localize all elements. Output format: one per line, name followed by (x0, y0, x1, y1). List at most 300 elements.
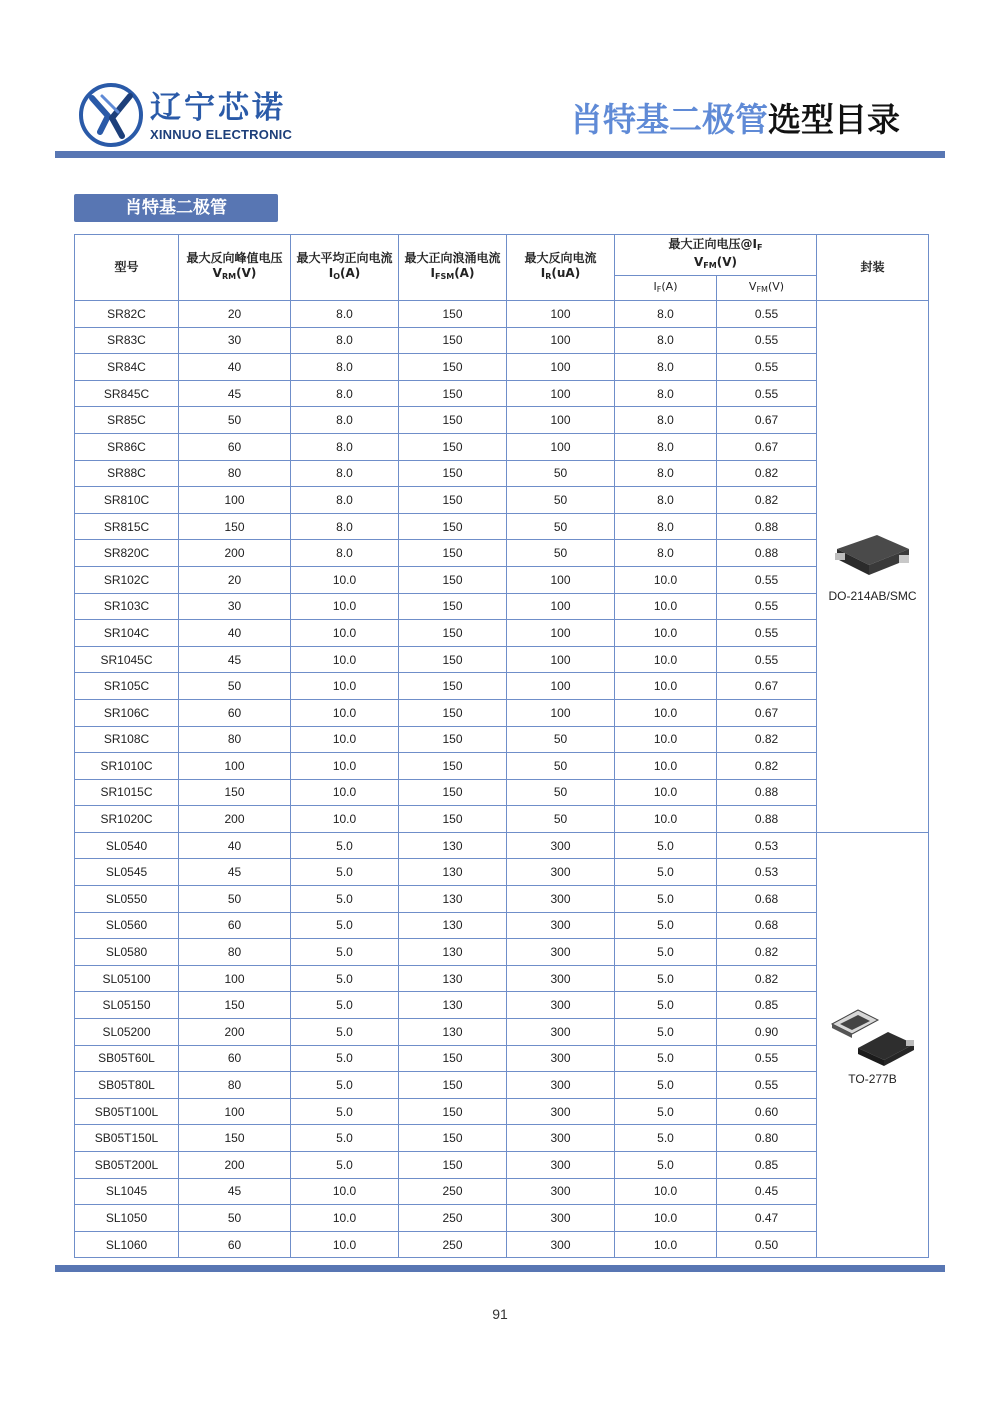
cell-if: 5.0 (615, 1072, 717, 1099)
table-row (75, 1019, 929, 1046)
cell-vrm: 30 (179, 327, 291, 354)
cell-ifsm: 150 (399, 620, 507, 647)
cell-vfm: 0.88 (717, 513, 817, 540)
cell-vrm: 80 (179, 460, 291, 487)
cell-ifsm: 250 (399, 1205, 507, 1232)
cell-io: 5.0 (291, 1072, 399, 1099)
cell-model: SB05T80L (75, 1072, 179, 1099)
cell-ifsm: 150 (399, 779, 507, 806)
cell-ifsm: 150 (399, 433, 507, 460)
cell-vfm: 0.67 (717, 699, 817, 726)
cell-model: SR1020C (75, 806, 179, 833)
cell-ir: 300 (507, 1098, 615, 1125)
cell-if: 10.0 (615, 726, 717, 753)
cell-vfm: 0.80 (717, 1125, 817, 1152)
table-row (75, 886, 929, 913)
cell-vfm: 0.55 (717, 380, 817, 407)
table-row (75, 699, 929, 726)
cell-ifsm: 150 (399, 407, 507, 434)
cell-ir: 300 (507, 1045, 615, 1072)
cell-model: SL05200 (75, 1019, 179, 1046)
cell-ifsm: 150 (399, 380, 507, 407)
cell-vfm: 0.55 (717, 1072, 817, 1099)
cell-ifsm: 130 (399, 992, 507, 1019)
cell-io: 10.0 (291, 779, 399, 806)
cell-vrm: 40 (179, 354, 291, 381)
table-row (75, 992, 929, 1019)
cell-if: 10.0 (615, 1205, 717, 1232)
cell-vrm: 200 (179, 806, 291, 833)
cell-if: 10.0 (615, 646, 717, 673)
cell-ir: 300 (507, 992, 615, 1019)
package-cell (817, 301, 929, 833)
cell-if: 10.0 (615, 753, 717, 780)
cell-io: 5.0 (291, 939, 399, 966)
cell-if: 5.0 (615, 832, 717, 859)
cell-vfm: 0.60 (717, 1098, 817, 1125)
cell-ifsm: 130 (399, 965, 507, 992)
brand-name-en: XINNUO ELECTRONIC (150, 127, 293, 142)
cell-ir: 300 (507, 886, 615, 913)
cell-model: SR103C (75, 593, 179, 620)
cell-ir: 300 (507, 965, 615, 992)
cell-vfm: 0.88 (717, 779, 817, 806)
cell-io: 8.0 (291, 540, 399, 567)
cell-io: 10.0 (291, 566, 399, 593)
cell-model: SR108C (75, 726, 179, 753)
cell-ir: 300 (507, 859, 615, 886)
cell-vfm: 0.55 (717, 301, 817, 328)
cell-model: SR1010C (75, 753, 179, 780)
cell-vrm: 45 (179, 380, 291, 407)
cell-if: 8.0 (615, 301, 717, 328)
table-row (75, 1205, 929, 1232)
table-row (75, 540, 929, 567)
cell-ifsm: 150 (399, 460, 507, 487)
cell-vfm: 0.50 (717, 1231, 817, 1258)
cell-io: 5.0 (291, 1045, 399, 1072)
cell-io: 10.0 (291, 699, 399, 726)
cell-ir: 100 (507, 566, 615, 593)
cell-vfm: 0.55 (717, 646, 817, 673)
page-title (570, 100, 900, 140)
cell-ifsm: 150 (399, 487, 507, 514)
cell-io: 8.0 (291, 513, 399, 540)
header-vf-group: 最大正向电压$@I_F$ $V_{FM}(V)$ (615, 235, 817, 276)
cell-vrm: 60 (179, 912, 291, 939)
table-row (75, 513, 929, 540)
table-row (75, 301, 929, 328)
cell-if: 5.0 (615, 939, 717, 966)
cell-ir: 300 (507, 939, 615, 966)
cell-ifsm: 150 (399, 1045, 507, 1072)
cell-model: SB05T200L (75, 1152, 179, 1179)
cell-if: 10.0 (615, 566, 717, 593)
cell-vfm: 0.85 (717, 1152, 817, 1179)
cell-model: SR82C (75, 301, 179, 328)
cell-model: SR1045C (75, 646, 179, 673)
cell-vrm: 150 (179, 1125, 291, 1152)
cell-vfm: 0.82 (717, 965, 817, 992)
cell-io: 8.0 (291, 487, 399, 514)
cell-if: 8.0 (615, 460, 717, 487)
cell-vrm: 80 (179, 1072, 291, 1099)
cell-io: 10.0 (291, 806, 399, 833)
cell-vrm: 150 (179, 513, 291, 540)
table-row (75, 1045, 929, 1072)
cell-vfm: 0.82 (717, 753, 817, 780)
table-row (75, 1072, 929, 1099)
cell-ir: 100 (507, 593, 615, 620)
cell-ir: 100 (507, 407, 615, 434)
cell-if: 10.0 (615, 620, 717, 647)
cell-ir: 300 (507, 1178, 615, 1205)
cell-vfm: 0.67 (717, 407, 817, 434)
cell-ir: 50 (507, 460, 615, 487)
cell-ifsm: 150 (399, 1098, 507, 1125)
cell-model: SL0560 (75, 912, 179, 939)
cell-vrm: 80 (179, 939, 291, 966)
cell-vrm: 20 (179, 301, 291, 328)
cell-if: 10.0 (615, 1178, 717, 1205)
cell-vrm: 45 (179, 1178, 291, 1205)
cell-ifsm: 150 (399, 1125, 507, 1152)
cell-model: SL0550 (75, 886, 179, 913)
company-logo-icon (78, 82, 144, 148)
cell-ir: 50 (507, 753, 615, 780)
cell-ir: 50 (507, 726, 615, 753)
header-package: 封装 (817, 235, 929, 301)
cell-vfm: 0.88 (717, 806, 817, 833)
table-row (75, 1098, 929, 1125)
cell-io: 5.0 (291, 965, 399, 992)
cell-if: 8.0 (615, 513, 717, 540)
cell-if: 8.0 (615, 354, 717, 381)
cell-ir: 100 (507, 354, 615, 381)
header-vrm: 最大反向峰值电压 $V_{RM}(V)$ (179, 235, 291, 301)
cell-model: SL1050 (75, 1205, 179, 1232)
cell-if: 10.0 (615, 673, 717, 700)
cell-vrm: 50 (179, 673, 291, 700)
package-cell (817, 832, 929, 1258)
cell-if: 8.0 (615, 380, 717, 407)
table-row (75, 327, 929, 354)
cell-vfm: 0.82 (717, 939, 817, 966)
cell-ifsm: 130 (399, 832, 507, 859)
cell-model: SB05T150L (75, 1125, 179, 1152)
cell-io: 10.0 (291, 1178, 399, 1205)
cell-vrm: 30 (179, 593, 291, 620)
table-row (75, 380, 929, 407)
cell-model: SR84C (75, 354, 179, 381)
cell-model: SR88C (75, 460, 179, 487)
cell-vrm: 20 (179, 566, 291, 593)
header-ifsm: 最大正向浪涌电流 $I_{FSM}(A)$ (399, 235, 507, 301)
cell-io: 10.0 (291, 620, 399, 647)
cell-ir: 50 (507, 487, 615, 514)
cell-io: 5.0 (291, 859, 399, 886)
cell-ir: 300 (507, 912, 615, 939)
cell-ir: 300 (507, 1125, 615, 1152)
cell-ifsm: 250 (399, 1231, 507, 1258)
cell-io: 8.0 (291, 433, 399, 460)
cell-ifsm: 130 (399, 912, 507, 939)
cell-if: 10.0 (615, 699, 717, 726)
cell-model: SL05100 (75, 965, 179, 992)
cell-vrm: 40 (179, 620, 291, 647)
cell-vrm: 100 (179, 487, 291, 514)
cell-if: 8.0 (615, 433, 717, 460)
table-row (75, 1125, 929, 1152)
spec-table (74, 234, 929, 1258)
table-row (75, 1178, 929, 1205)
cell-model: SL1060 (75, 1231, 179, 1258)
cell-model: SR845C (75, 380, 179, 407)
cell-model: SR85C (75, 407, 179, 434)
cell-if: 8.0 (615, 407, 717, 434)
cell-ifsm: 130 (399, 939, 507, 966)
cell-vrm: 100 (179, 753, 291, 780)
cell-ifsm: 150 (399, 726, 507, 753)
table-row (75, 620, 929, 647)
cell-ifsm: 150 (399, 699, 507, 726)
cell-ir: 300 (507, 1019, 615, 1046)
cell-io: 5.0 (291, 912, 399, 939)
table-row (75, 1231, 929, 1258)
cell-ir: 100 (507, 646, 615, 673)
table-row (75, 939, 929, 966)
header-ir: 最大反向电流 $I_R(uA)$ (507, 235, 615, 301)
cell-vrm: 100 (179, 965, 291, 992)
cell-io: 5.0 (291, 832, 399, 859)
cell-ir: 100 (507, 433, 615, 460)
cell-vrm: 50 (179, 407, 291, 434)
cell-if: 10.0 (615, 806, 717, 833)
table-row (75, 407, 929, 434)
to277b-package-icon (828, 1004, 918, 1068)
cell-vfm: 0.47 (717, 1205, 817, 1232)
table-row (75, 726, 929, 753)
cell-ir: 300 (507, 1205, 615, 1232)
cell-io: 8.0 (291, 407, 399, 434)
cell-ifsm: 150 (399, 301, 507, 328)
cell-vfm: 0.90 (717, 1019, 817, 1046)
table-row (75, 593, 929, 620)
table-row (75, 753, 929, 780)
cell-vrm: 50 (179, 886, 291, 913)
cell-vfm: 0.68 (717, 886, 817, 913)
cell-io: 5.0 (291, 1098, 399, 1125)
table-row (75, 965, 929, 992)
header-vfm: $V_{FM}(V)$ (717, 276, 817, 301)
cell-model: SR820C (75, 540, 179, 567)
cell-ir: 100 (507, 380, 615, 407)
cell-vrm: 150 (179, 779, 291, 806)
cell-vrm: 40 (179, 832, 291, 859)
spec-table-body (75, 301, 929, 1258)
cell-io: 5.0 (291, 886, 399, 913)
cell-ir: 300 (507, 832, 615, 859)
table-row (75, 487, 929, 514)
cell-io: 10.0 (291, 593, 399, 620)
cell-model: SR102C (75, 566, 179, 593)
cell-io: 8.0 (291, 301, 399, 328)
table-row (75, 433, 929, 460)
cell-ifsm: 150 (399, 673, 507, 700)
cell-model: SR86C (75, 433, 179, 460)
cell-model: SB05T100L (75, 1098, 179, 1125)
cell-model: SB05T60L (75, 1045, 179, 1072)
cell-vfm: 0.55 (717, 593, 817, 620)
cell-if: 10.0 (615, 779, 717, 806)
table-row (75, 779, 929, 806)
cell-model: SR106C (75, 699, 179, 726)
cell-if: 5.0 (615, 992, 717, 1019)
cell-io: 10.0 (291, 646, 399, 673)
table-row (75, 566, 929, 593)
cell-model: SR815C (75, 513, 179, 540)
cell-model: SL1045 (75, 1178, 179, 1205)
cell-ir: 300 (507, 1152, 615, 1179)
brand-name-cn: 辽宁芯诺 (150, 90, 286, 126)
cell-io: 10.0 (291, 673, 399, 700)
cell-vrm: 200 (179, 1019, 291, 1046)
cell-ifsm: 150 (399, 646, 507, 673)
cell-vfm: 0.85 (717, 992, 817, 1019)
table-row (75, 832, 929, 859)
cell-ifsm: 150 (399, 540, 507, 567)
cell-if: 5.0 (615, 1152, 717, 1179)
cell-if: 5.0 (615, 859, 717, 886)
cell-ir: 100 (507, 327, 615, 354)
cell-vrm: 60 (179, 1045, 291, 1072)
table-row (75, 806, 929, 833)
cell-vfm: 0.55 (717, 1045, 817, 1072)
cell-vfm: 0.67 (717, 673, 817, 700)
cell-vfm: 0.88 (717, 540, 817, 567)
cell-ir: 50 (507, 806, 615, 833)
package-label: TO-277B (848, 1072, 897, 1087)
table-row (75, 1152, 929, 1179)
cell-io: 8.0 (291, 460, 399, 487)
cell-ir: 300 (507, 1072, 615, 1099)
cell-model: SR104C (75, 620, 179, 647)
page-title-part1: 肖特基二极管 (570, 100, 768, 139)
cell-ir: 100 (507, 673, 615, 700)
smc-package-icon (833, 529, 913, 585)
cell-ir: 50 (507, 540, 615, 567)
cell-vrm: 80 (179, 726, 291, 753)
section-badge: 肖特基二极管 (74, 194, 278, 222)
table-row (75, 912, 929, 939)
cell-if: 8.0 (615, 487, 717, 514)
cell-ifsm: 150 (399, 327, 507, 354)
cell-if: 5.0 (615, 1098, 717, 1125)
cell-io: 5.0 (291, 1152, 399, 1179)
cell-ir: 50 (507, 513, 615, 540)
cell-io: 10.0 (291, 1205, 399, 1232)
cell-if: 5.0 (615, 912, 717, 939)
package-label: DO-214AB/SMC (828, 589, 917, 604)
header-if: $I_F(A)$ (615, 276, 717, 301)
cell-ir: 100 (507, 620, 615, 647)
cell-io: 8.0 (291, 327, 399, 354)
cell-model: SR1015C (75, 779, 179, 806)
cell-vrm: 60 (179, 699, 291, 726)
cell-vfm: 0.55 (717, 620, 817, 647)
cell-vfm: 0.82 (717, 726, 817, 753)
cell-ir: 100 (507, 699, 615, 726)
header-rule (55, 151, 945, 158)
footer-rule (55, 1265, 945, 1272)
table-row (75, 673, 929, 700)
cell-io: 10.0 (291, 753, 399, 780)
cell-vfm: 0.82 (717, 487, 817, 514)
cell-if: 5.0 (615, 886, 717, 913)
cell-vrm: 100 (179, 1098, 291, 1125)
cell-ifsm: 150 (399, 593, 507, 620)
cell-if: 5.0 (615, 965, 717, 992)
cell-io: 10.0 (291, 726, 399, 753)
cell-vrm: 50 (179, 1205, 291, 1232)
cell-ifsm: 150 (399, 513, 507, 540)
cell-vrm: 150 (179, 992, 291, 1019)
cell-vrm: 60 (179, 433, 291, 460)
cell-if: 8.0 (615, 540, 717, 567)
cell-ifsm: 150 (399, 566, 507, 593)
cell-ifsm: 150 (399, 1072, 507, 1099)
cell-io: 5.0 (291, 992, 399, 1019)
cell-model: SR810C (75, 487, 179, 514)
cell-model: SL0580 (75, 939, 179, 966)
cell-vfm: 0.68 (717, 912, 817, 939)
cell-if: 5.0 (615, 1125, 717, 1152)
cell-ifsm: 130 (399, 859, 507, 886)
cell-ifsm: 150 (399, 354, 507, 381)
header-io: 最大平均正向电流 $I_O(A)$ (291, 235, 399, 301)
cell-vfm: 0.45 (717, 1178, 817, 1205)
cell-if: 10.0 (615, 593, 717, 620)
cell-vrm: 200 (179, 540, 291, 567)
cell-ifsm: 150 (399, 753, 507, 780)
cell-vrm: 60 (179, 1231, 291, 1258)
cell-io: 8.0 (291, 354, 399, 381)
cell-if: 10.0 (615, 1231, 717, 1258)
cell-if: 5.0 (615, 1045, 717, 1072)
cell-model: SL0540 (75, 832, 179, 859)
cell-vrm: 45 (179, 646, 291, 673)
cell-vrm: 45 (179, 859, 291, 886)
cell-model: SL05150 (75, 992, 179, 1019)
header-model: 型号 (75, 235, 179, 301)
cell-io: 5.0 (291, 1019, 399, 1046)
cell-vfm: 0.55 (717, 566, 817, 593)
cell-vfm: 0.53 (717, 859, 817, 886)
cell-io: 5.0 (291, 1125, 399, 1152)
table-row (75, 460, 929, 487)
cell-ir: 50 (507, 779, 615, 806)
cell-vfm: 0.53 (717, 832, 817, 859)
cell-ifsm: 130 (399, 886, 507, 913)
table-row (75, 354, 929, 381)
cell-vrm: 200 (179, 1152, 291, 1179)
cell-ifsm: 150 (399, 1152, 507, 1179)
page-number: 91 (492, 1306, 508, 1322)
cell-io: 10.0 (291, 1231, 399, 1258)
cell-vfm: 0.67 (717, 433, 817, 460)
cell-model: SL0545 (75, 859, 179, 886)
cell-ir: 100 (507, 301, 615, 328)
